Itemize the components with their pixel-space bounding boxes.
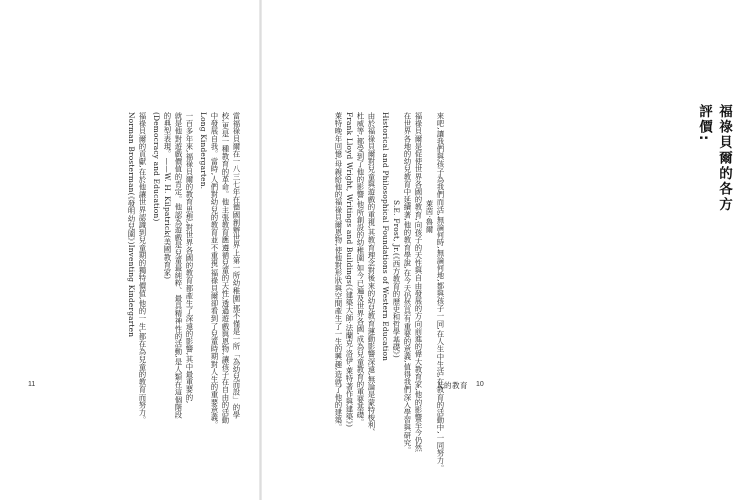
right-page — [262, 0, 732, 500]
text-column: 來吧,讓我們與孩子為我們而活,無論何時,無論何地,都與孩子一同,在人生中生活,在教育的活動中,一同努力。 — [436, 112, 445, 472]
text-column: 當福祿貝爾在一八三七年在德國創辦世界上第一所幼稚園,那不僅是一所「為幼兒而設」的學 — [232, 112, 241, 419]
text-column: 一百多年來,福祿貝爾的教育思想,對世界各國的教育都產生了深遠的影響,其中最重要的, — [185, 112, 194, 404]
text-column: S.E. Frost, Jr.(《西方教育的歷史和哲學基礎》) — [392, 200, 401, 359]
text-column: 由於福祿貝爾對兒童與遊戲的重視,其教育理念對後來的幼兒教育運動影響深遠,無論是蒙特梭利、 — [367, 112, 376, 437]
text-column: 杜威等,都受到了他的影響,他所創設的幼稚園,如今已遍及世界各國,成為兒童教育的重要基礎。 — [356, 112, 365, 427]
text-column: 就是他對遊戲價值的肯定。他認為遊戲是兒童最純粹、最具精神性的活動,是人類在這個階段 — [174, 112, 183, 419]
running-head: 人的教育 — [436, 381, 468, 390]
text-column: 福祿貝爾的貢獻,在於他讓世界認識到兒童期的獨特價值,他的一生,都在為兒童的教育而努力。 — [138, 112, 147, 424]
page-number: 10 — [476, 381, 484, 388]
left-page — [0, 0, 260, 500]
page-title: 福祿貝爾的各方評價: — [696, 104, 732, 213]
text-column: 的典型表現。——W. H. Kilpatrick(美國教育家) — [163, 112, 172, 280]
text-column: Historical and Philosophical Foundations of Western Education — [381, 112, 390, 362]
text-column: 中發展自我。當時,人們對幼兒的教育並不重視,福祿貝爾卻看到了兒童時期對人生的重要意義。 — [210, 112, 219, 429]
text-column: Norman Brosterman(《發明幼兒園》)Inventing Kindergarten — [127, 112, 136, 338]
text-column: 福祿貝爾是促使世界各國的教育,向孩子的天性與自由發展的方向前進的偉大教育家,他的影響至今仍然 — [414, 112, 423, 452]
text-column: 在世界各地的幼兒教育中延續著,他的教育學說,在今天仍然具有重要的意義,值得我們深入學習與研究。 — [403, 112, 412, 455]
text-column: (Democracy and Education) — [152, 112, 161, 222]
text-column: 校,更是一種教育的革命。他主張教育應遵循兒童的天性,透過遊戲與恩物,讓孩子在自由的活動 — [221, 112, 230, 424]
text-column: Long Kindergarten. — [199, 112, 208, 190]
page-number: 11 — [28, 381, 36, 388]
text-column: 萊特晚年回憶,母親給他的福祿貝爾恩物,使他對形狀與空間產生了一生的興趣,造就了他的建築。 — [334, 112, 343, 432]
text-column: Frank Lloyd Wright, Writings and Buildings(《建築大師·法蘭克·洛伊·萊特著作與建築》) — [345, 112, 354, 428]
text-column: 萊茵‧魯爾 — [425, 200, 434, 233]
